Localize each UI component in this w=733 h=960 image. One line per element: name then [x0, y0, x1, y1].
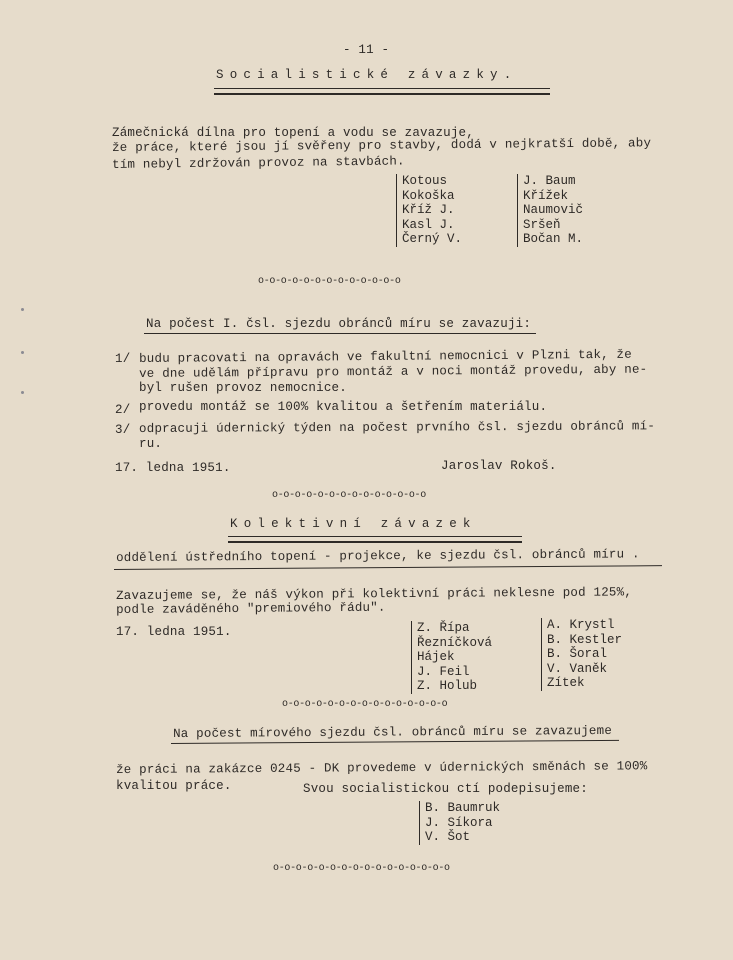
separator-1: o-o-o-o-o-o-o-o-o-o-o-o-o	[258, 276, 401, 287]
signatory: Bočan M.	[523, 232, 584, 246]
margin-dot	[21, 351, 24, 354]
item3-number: 3/	[115, 423, 131, 437]
section2-date: 17. ledna 1951.	[115, 461, 231, 475]
signatory: Naumovič	[523, 203, 584, 217]
signatory: V. Vaněk	[547, 661, 608, 676]
signatory: Z. Holub	[417, 679, 478, 693]
section3-title: Kolektivní závazek	[230, 517, 477, 531]
separator-3: o-o-o-o-o-o-o-o-o-o-o-o-o-o-o	[282, 699, 448, 710]
section3-line-2: podle zaváděného "premiového řádu".	[116, 600, 386, 617]
item3-line-2: ru.	[139, 437, 163, 451]
margin-dot	[21, 391, 24, 394]
item1-line-2: ve dne udělám přípravu pro montáž a v noci montáž provedu, aby ne-	[139, 362, 648, 381]
separator-2: o-o-o-o-o-o-o-o-o-o-o-o-o-o	[272, 490, 426, 501]
section2-heading: Na počest I. čsl. sjezdu obránců míru se zavazuji:	[146, 317, 532, 331]
page-title: Socialistické závazky.	[216, 68, 518, 82]
section3-date: 17. ledna 1951.	[116, 625, 232, 639]
section1-line-1: Zámečnická dílna pro topení a vodu se zavazuje,	[112, 126, 474, 140]
section3-title-underline	[228, 536, 522, 537]
signatory: Hájek	[417, 650, 455, 664]
signatory: Kotous	[402, 174, 448, 188]
section3-line-1: Zavazujeme se, že náš výkon při kolektivní práci neklesne pod 125%,	[116, 585, 633, 603]
title-underline-2	[214, 93, 550, 95]
section1-names-left	[396, 174, 462, 247]
signatory: Řezníčková	[417, 635, 493, 650]
item2-line-1: provedu montáž se 100% kvalitou a šetřením materiálu.	[139, 400, 548, 414]
signatory: B. Kestler	[547, 632, 623, 647]
section1-line-2: že práce, které jsou jí svěřeny pro stavby, dodá v nejkratší době, aby	[112, 136, 652, 155]
section3-names-right	[541, 618, 622, 691]
section4-line-1: že práci na zakázce 0245 - DK provedeme v údernických směnách se 100%	[116, 759, 648, 777]
section1-line-3: tím nebyl zdržován provoz na stavbách.	[112, 154, 405, 172]
signatory: Sršeň	[523, 217, 561, 232]
signatory: J. Feil	[417, 664, 470, 679]
signatory: Zítek	[547, 676, 585, 690]
signatory: Černý V.	[402, 232, 463, 246]
signatory: Z. Řípa	[417, 621, 470, 635]
title-underline	[214, 88, 550, 89]
item1-number: 1/	[115, 352, 131, 366]
signatory: Kříž J.	[402, 203, 455, 217]
signatory: Kasl J.	[402, 217, 455, 232]
signatory: B. Baumruk	[425, 801, 501, 815]
signatory: B. Šoral	[547, 647, 608, 661]
signatory: Kokoška	[402, 188, 455, 203]
section4-line-2: kvalitou práce.	[116, 779, 232, 793]
section2-signature: Jaroslav Rokoš.	[441, 459, 557, 473]
item1-line-1: budu pracovati na opravách ve fakultní nemocnici v Plzni tak, že	[139, 347, 632, 366]
item1-line-3: byl rušen provoz nemocnice.	[139, 381, 347, 395]
section2-heading-underline	[144, 333, 536, 334]
section4-names	[419, 801, 500, 845]
item3-line-1: odpracuji údernický týden na počest prvního čsl. sjezdu obránců mí-	[139, 419, 656, 436]
separator-4: o-o-o-o-o-o-o-o-o-o-o-o-o-o-o-o	[273, 863, 450, 874]
item2-number: 2/	[115, 403, 131, 417]
signatory: Křížek	[523, 188, 569, 203]
margin-dot	[21, 308, 24, 311]
section3-heading-underline	[114, 565, 662, 570]
page-number: - 11 -	[343, 43, 390, 57]
section3-names-left	[411, 621, 492, 694]
signatory: J. Baum	[523, 174, 576, 188]
section1-names-right	[517, 174, 583, 247]
signatory: J. Síkora	[425, 815, 493, 830]
section4-pledge: Svou socialistickou ctí podepisujeme:	[303, 782, 588, 796]
section3-heading: oddělení ústředního topení - projekce, ke sjezdu čsl. obránců míru .	[116, 547, 640, 565]
section4-heading: Na počest mírového sjezdu čsl. obránců míru se zavazujeme	[173, 723, 613, 741]
section3-title-underline-2	[228, 541, 522, 543]
signatory: V. Šot	[425, 830, 471, 844]
signatory: A. Krystl	[547, 618, 615, 632]
